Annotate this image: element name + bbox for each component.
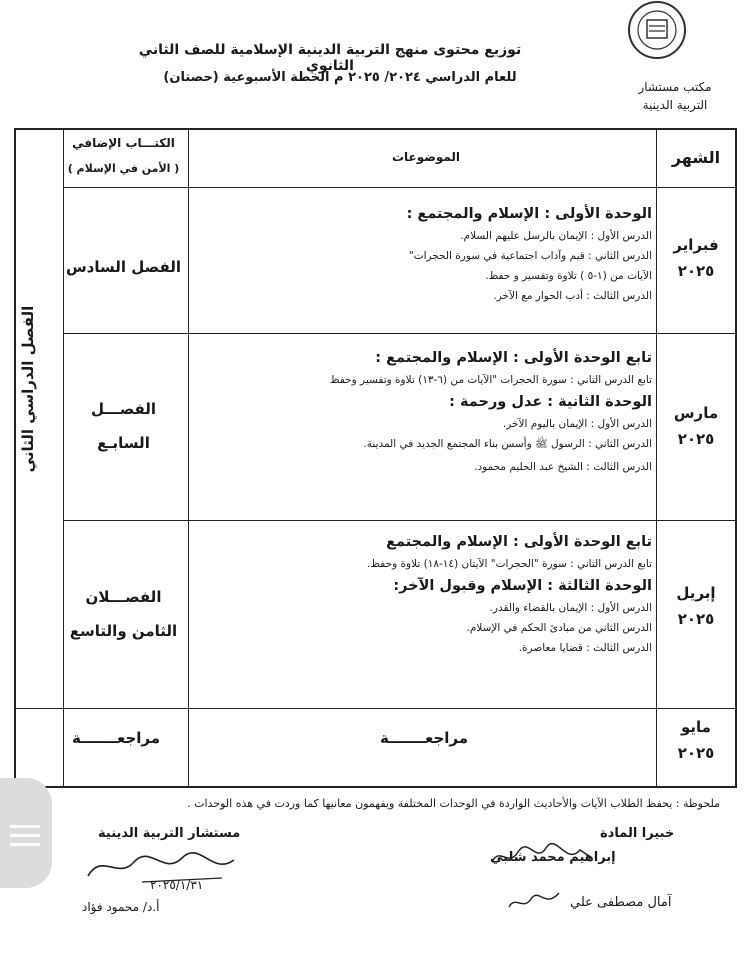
book-chapter-line: الثامن والتاسع	[69, 622, 178, 640]
unit-title: الوحدة الثانية : عدل ورحمة :	[449, 394, 652, 410]
review-book: مراجعـــــــة	[72, 729, 161, 747]
divider-month	[656, 130, 657, 786]
book-chapter-line: السابـع	[97, 434, 150, 452]
book-chapter-feb	[62, 250, 185, 284]
footnote: ملحوظة : يحفظ الطلاب الآيات والأحاديث الواردة في الوحدات المختلفة ويفهمون معانيها كما وردت في هذه الوحدات .	[187, 797, 720, 810]
ministry-seal-icon	[620, 0, 694, 74]
lesson-item: الدرس الثاني : قيم وآداب اجتماعية في سورة الحجرات"	[408, 250, 652, 262]
review-topics: مراجعـــــــة	[380, 729, 469, 747]
document-subtitle: للعام الدراسي ٢٠٢٤/ ٢٠٢٥ م الخطة الأسبوعية (حصتان)	[163, 70, 517, 85]
office-line-1: مكتب مستشار	[638, 80, 712, 94]
divider-topics	[188, 130, 189, 786]
topics-apr	[200, 528, 652, 662]
book-chapter-line: الفصـــل	[90, 400, 157, 418]
unit-title: تابع الوحدة الأولى : الإسلام والمجتمع	[386, 534, 652, 550]
lesson-item: الدرس الأول : الإيمان باليوم الآخر.	[502, 418, 652, 430]
signature-date: ٢٠٢٥/١/٣١	[150, 878, 204, 892]
office-label	[630, 78, 720, 114]
document-title: توزيع محتوى منهج التربية الدينية الإسلامية للصف الثاني الثانوي	[138, 42, 522, 74]
lesson-item: الآيات من (١-٥ ) تلاوة وتفسير و حفظ.	[485, 270, 652, 282]
book-chapter-line: الفصـــلان	[85, 588, 162, 606]
topics-mar	[200, 344, 652, 481]
expert-1-name: إبراهيم محمد شلبي	[490, 850, 616, 865]
topics-feb	[200, 200, 652, 310]
lesson-item: الدرس الثالث : قضايا معاصرة.	[518, 642, 652, 654]
menu-icon	[10, 825, 40, 852]
col-book-header-line1: الكتـــاب الإضافي	[72, 136, 175, 150]
month-year: ٢٠٢٥	[677, 610, 715, 628]
experts-label: خبيرا المادة	[600, 826, 675, 841]
month-name: إبريل	[676, 584, 716, 602]
scroll-handle[interactable]	[0, 778, 52, 888]
month-year: ٢٠٢٥	[677, 430, 715, 448]
divider-header	[63, 187, 735, 188]
unit-title: تابع الوحدة الأولى : الإسلام والمجتمع :	[375, 350, 652, 366]
book-chapter-mar	[62, 392, 185, 460]
expert-2-signature-icon	[505, 885, 565, 915]
unit-title: الوحدة الثالثة : الإسلام وقبول الآخر:	[393, 578, 652, 594]
month-apr	[656, 580, 736, 632]
month-year: ٢٠٢٥	[677, 744, 715, 762]
divider-feb	[63, 333, 735, 334]
month-mar	[656, 400, 736, 452]
lesson-item: تابع الدرس الثاني : سورة الحجرات "الآيات من (٦-١٣) تلاوة وتفسير وحفظ	[329, 374, 652, 386]
month-name: فبراير	[673, 236, 719, 254]
month-name: مارس	[673, 404, 719, 422]
lesson-item: الدرس الثاني : الرسول ﷺ وأسس بناء المجتمع الجديد في المدينة.	[363, 438, 652, 450]
advisor-name: أ.د/ محمود فؤاد	[82, 900, 160, 914]
divider-mar	[63, 520, 735, 521]
lesson-item: الدرس الثالث : الشيخ عبد الحليم محمود.	[474, 461, 652, 473]
lesson-item: الدرس الأول : الإيمان بالقضاء والقدر.	[489, 602, 652, 614]
semester-label: الفصل الدراسي الثاني	[19, 305, 37, 473]
office-line-2: التربية الدينية	[642, 98, 708, 112]
month-may	[656, 714, 736, 766]
book-chapter-line: الفصل السادس	[65, 258, 182, 276]
month-name: مايو	[681, 718, 711, 736]
lesson-item: الدرس الأول : الإيمان بالرسل عليهم السلام.	[460, 230, 652, 242]
lesson-item: الدرس الثاني من مبادئ الحكم في الإسلام.	[466, 622, 652, 634]
lesson-item: تابع الدرس الثاني : سورة "الحجرات" الآيتان (١٤-١٨) تلاوة وحفظ.	[366, 558, 652, 570]
expert-2-name: آمال مصطفى علي	[570, 895, 672, 910]
lesson-item: الدرس الثالث : أدب الحوار مع الآخر.	[493, 290, 652, 302]
month-year: ٢٠٢٥	[677, 262, 715, 280]
col-book-header-line2: ( الأمن في الإسلام )	[67, 162, 180, 175]
unit-title: الوحدة الأولى : الإسلام والمجتمع :	[406, 206, 652, 222]
col-topics-header: الموضوعات	[391, 150, 461, 164]
expert-1-signature-icon	[488, 838, 598, 872]
advisor-label: مستشار التربية الدينية	[98, 826, 241, 841]
book-chapter-apr	[62, 580, 185, 648]
col-month-header: الشهر	[671, 148, 721, 167]
month-feb	[656, 232, 736, 284]
divider-apr	[16, 708, 735, 709]
